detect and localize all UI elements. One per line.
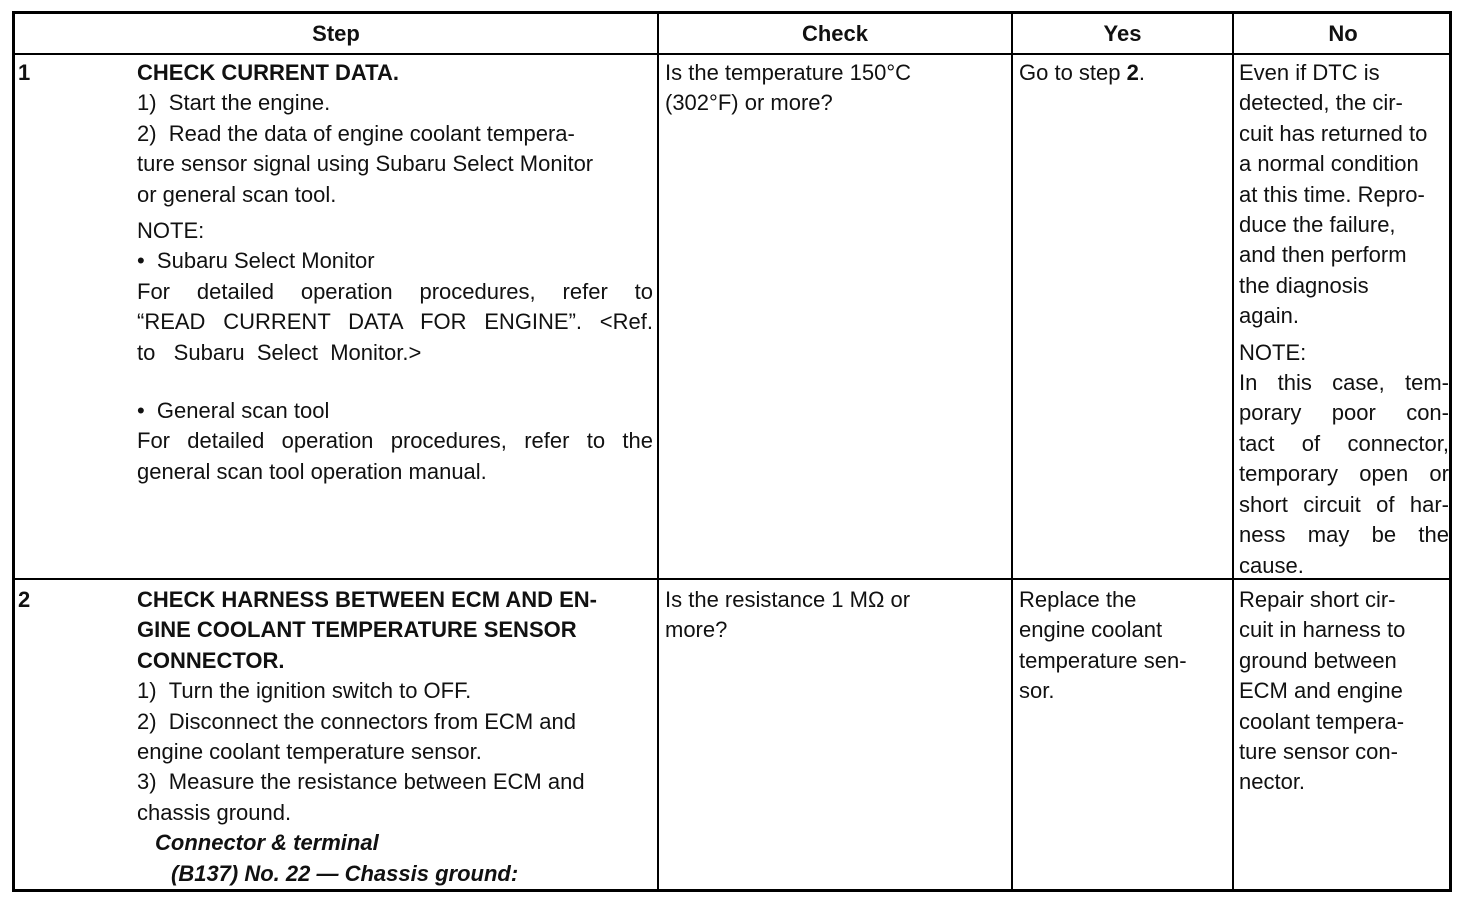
column-divider [657,14,659,889]
no-note-line: tact of connector, [1239,430,1449,456]
yes-line: Replace the [1019,587,1137,612]
note-line: • Subaru Select Monitor [137,248,375,274]
connector-terminal: (B137) No. 22 — Chassis ground: [171,860,519,886]
header-yes: Yes [1103,21,1142,46]
step-number: 2 [18,587,31,612]
step-title: CHECK HARNESS BETWEEN ECM AND EN- [137,587,597,612]
no-line: ECM and engine [1239,678,1403,704]
step-title: GINE COOLANT TEMPERATURE SENSOR [137,617,577,643]
no-content [1239,585,1449,798]
check-line: (302°F) or more? [665,90,833,116]
yes-content [1019,585,1229,707]
no-line: Repair short cir- [1239,587,1396,612]
check-line: more? [665,617,728,643]
no-note-line: short circuit of har- [1239,491,1449,517]
step-instruction: ture sensor signal using Subaru Select Monitor [137,151,594,177]
yes-content [1019,58,1229,88]
diagnostic-table [12,11,1452,892]
note-label: NOTE: [137,218,205,244]
step-title: CONNECTOR. [137,647,285,673]
note-line: “READ CURRENT DATA FOR ENGINE”. <Ref. [137,309,653,335]
no-note-line: temporary open or [1239,461,1449,487]
yes-line: temperature sen- [1019,647,1187,673]
step-instruction: or general scan tool. [137,181,337,207]
check-line: Is the temperature 150°C [665,60,912,85]
no-line: cuit has returned to [1239,120,1428,146]
step-instruction: 2) Read the data of engine coolant tempera- [137,120,575,146]
note-line: For detailed operation procedures, refer to the [137,428,653,454]
yes-line: engine coolant [1019,617,1163,643]
check-content [665,585,1005,646]
step-title: CHECK CURRENT DATA. [137,60,399,85]
yes-text: Go to step [1019,60,1127,85]
no-line: cuit in harness to [1239,617,1406,643]
no-note-line: porary poor con- [1239,400,1449,426]
step-instruction: chassis ground. [137,799,292,825]
yes-step-link: 2 [1126,60,1139,85]
connector-label: Connector & terminal [155,830,379,856]
no-line: at this time. Repro- [1239,181,1425,207]
note-line: • General scan tool [137,398,330,424]
step-instruction: 1) Turn the ignition switch to OFF. [137,678,472,704]
no-line: Even if DTC is [1239,60,1380,85]
yes-line: sor. [1019,678,1055,704]
no-line: and then perform [1239,242,1407,268]
row-divider [15,578,1449,580]
note-line: to Subaru Select Monitor.> [137,339,422,365]
check-line: Is the resistance 1 MΩ or [665,587,911,612]
note-line: For detailed operation procedures, refer to [137,278,653,304]
no-line: detected, the cir- [1239,90,1403,116]
note-line: general scan tool operation manual. [137,458,487,484]
no-line: a normal condition [1239,151,1419,177]
column-divider [1232,14,1234,889]
no-line: ground between [1239,647,1397,673]
check-content [665,58,1005,119]
step-instruction: 1) Start the engine. [137,90,331,116]
no-line: the diagnosis [1239,272,1369,298]
step-content [137,58,653,487]
blank-line [137,368,653,396]
no-note-line: ness may be the [1239,522,1449,548]
no-content [1239,58,1449,581]
step-content [137,585,653,889]
header-step: Step [312,21,360,46]
no-line: ture sensor con- [1239,739,1398,765]
no-note-line: In this case, tem- [1239,370,1449,396]
no-line: coolant tempera- [1239,708,1405,734]
header-no: No [1328,21,1358,46]
no-line: nector. [1239,769,1306,795]
step-instruction: 3) Measure the resistance between ECM and [137,769,585,795]
header-check: Check [801,21,869,46]
no-line: duce the failure, [1239,212,1396,238]
no-line: again. [1239,303,1299,329]
step-number: 1 [18,60,31,85]
step-instruction: engine coolant temperature sensor. [137,739,482,765]
yes-text: . [1138,60,1145,85]
no-note-line: cause. [1239,552,1304,578]
no-note-label: NOTE: [1239,339,1307,365]
column-divider [1011,14,1013,889]
step-instruction: 2) Disconnect the connectors from ECM and [137,708,576,734]
